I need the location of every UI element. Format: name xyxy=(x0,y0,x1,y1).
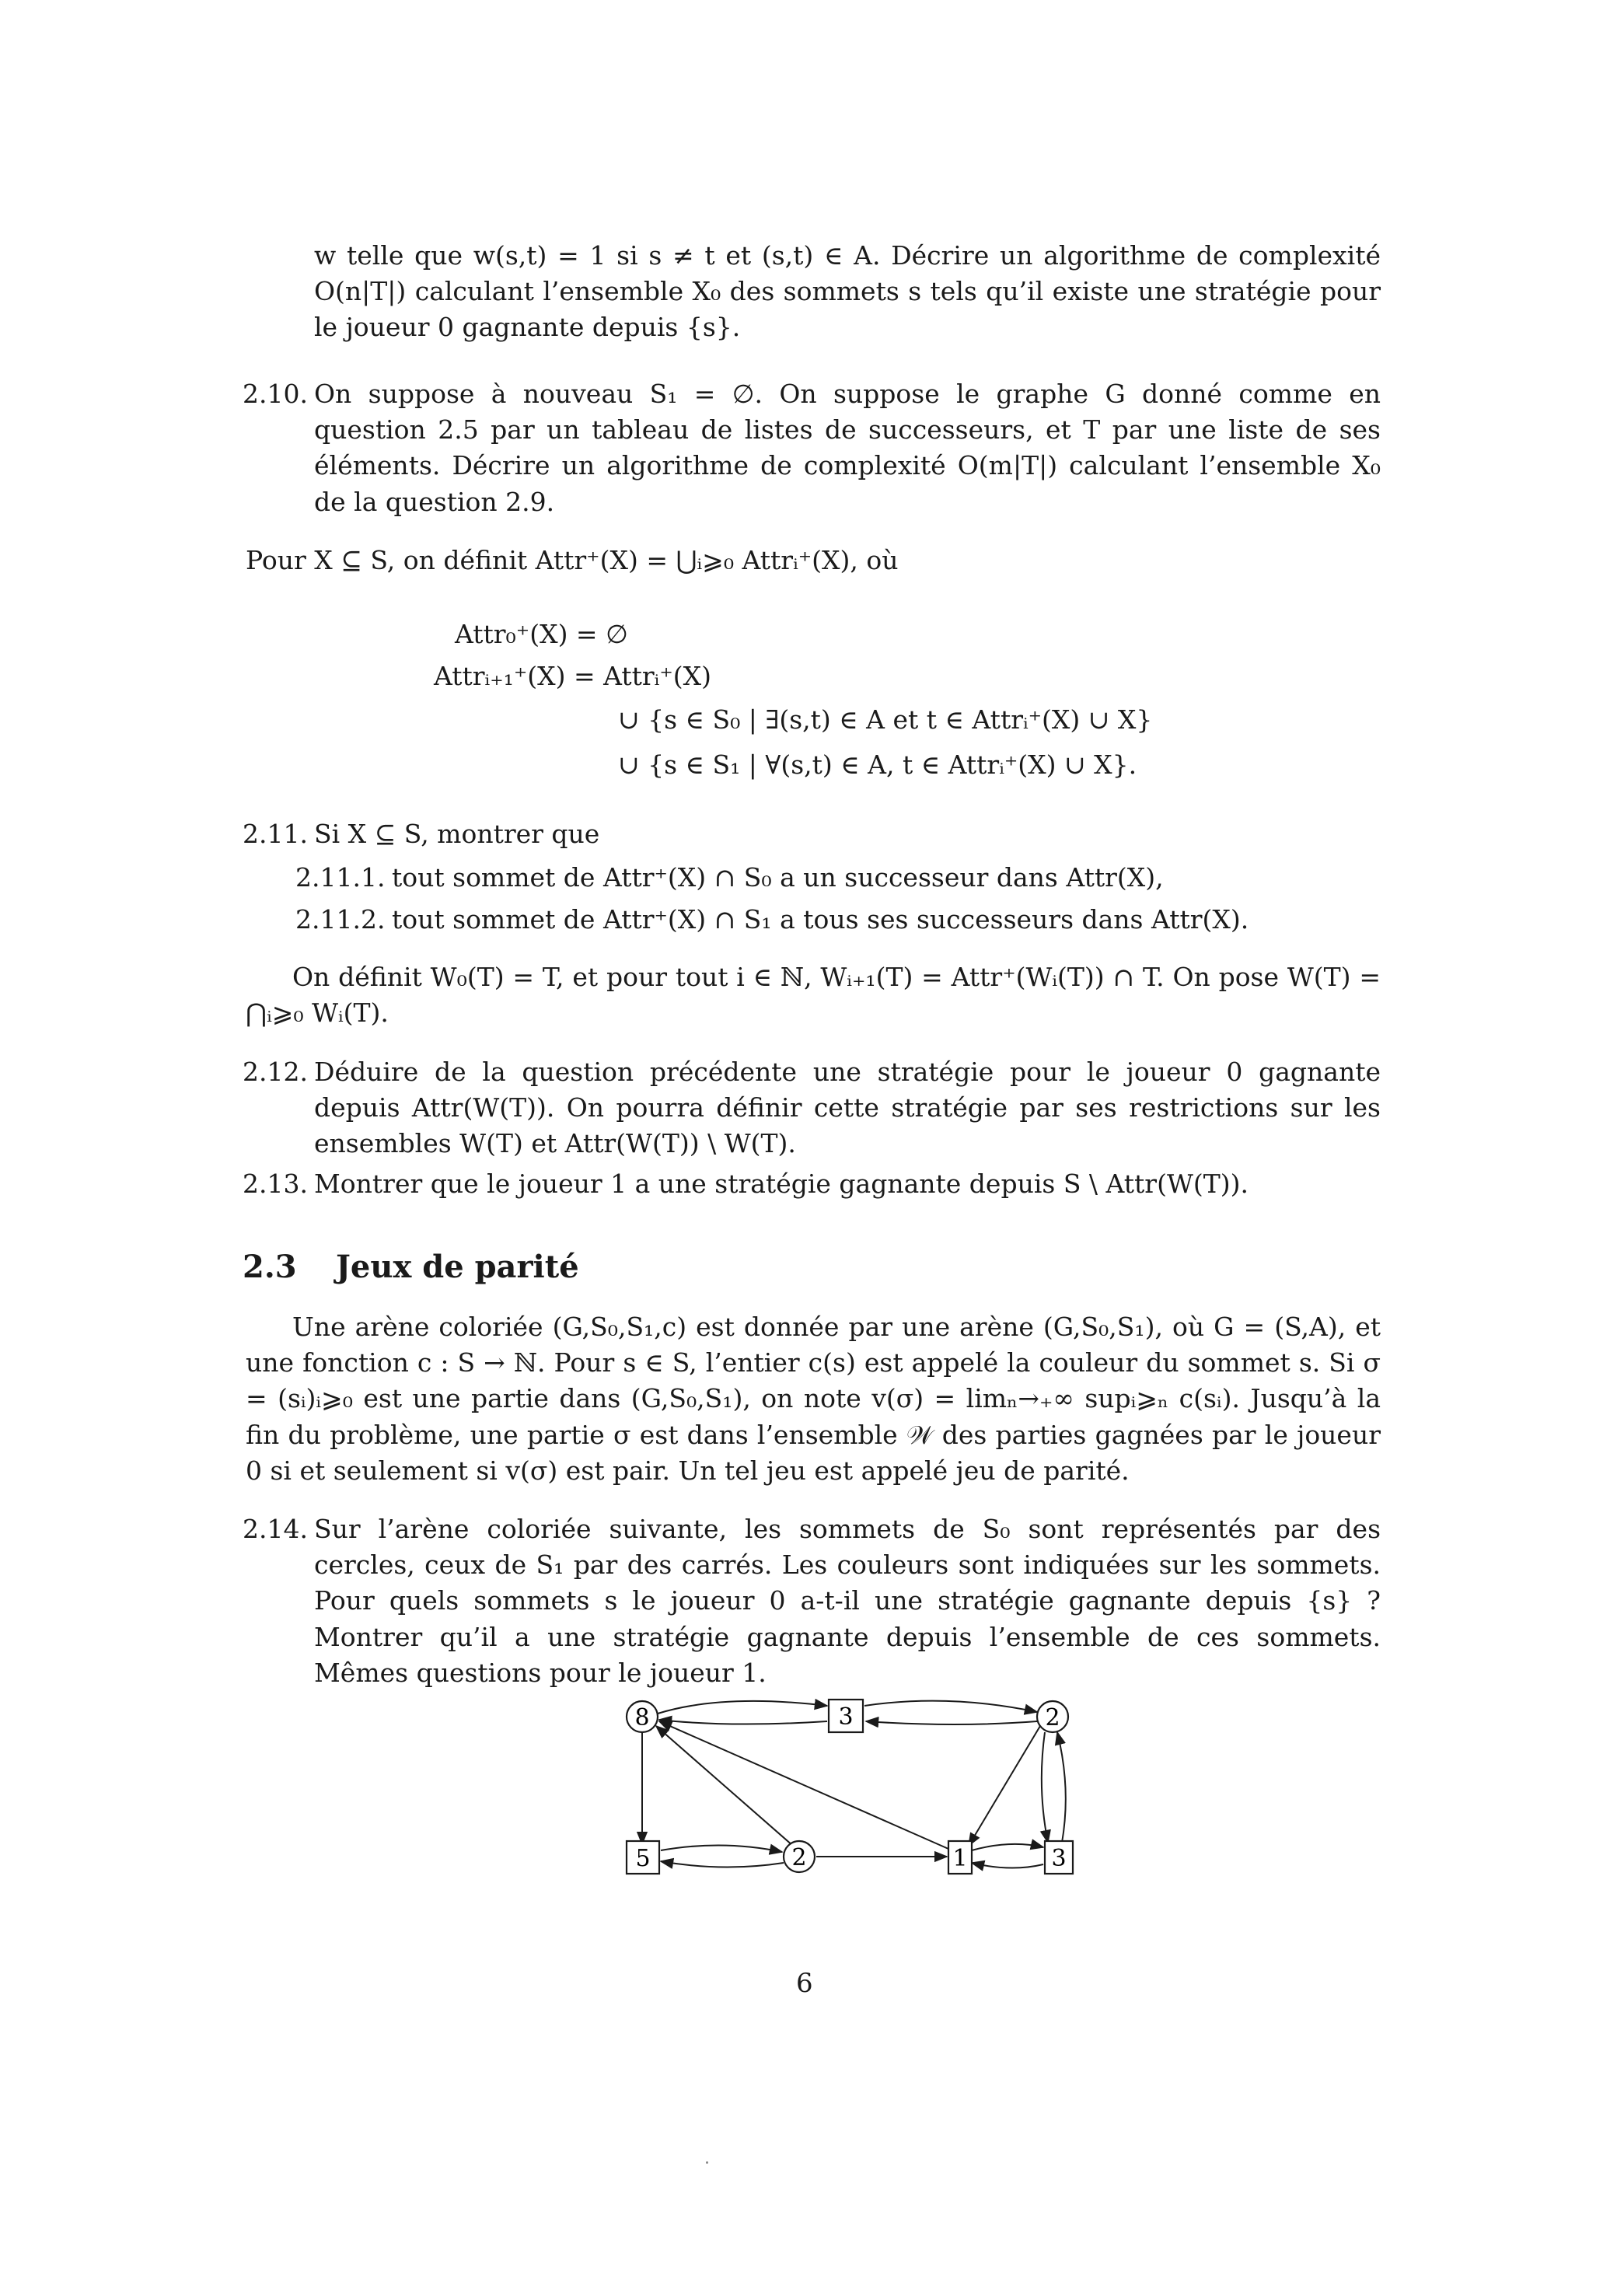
section-number: 2.3 xyxy=(243,1249,297,1285)
edge-8-to-3 xyxy=(658,1701,827,1714)
question-2-11-1 xyxy=(295,860,1381,896)
top-paragraph-block xyxy=(314,238,1381,346)
node-label: 1 xyxy=(952,1845,968,1872)
section-title: Jeux de parité xyxy=(336,1249,579,1285)
question-number: 2.10. xyxy=(243,379,308,409)
node-label: 2 xyxy=(791,1844,807,1871)
question-2-12 xyxy=(243,1054,1381,1162)
graph-node-3-bottom xyxy=(1045,1841,1073,1874)
question-number: 2.11. xyxy=(243,819,308,849)
w-definition: On définit W₀(T) = T, et pour tout i ∈ ℕ, Wᵢ₊₁(T) = Attr⁺(Wᵢ(T)) ∩ T. On pose W(T) = ⋂ᵢ⩾₀ Wᵢ(T). xyxy=(246,962,1381,1029)
edge-2-to-5 xyxy=(661,1861,784,1867)
subquestion-number: 2.11.1. xyxy=(295,862,386,893)
node-label: 2 xyxy=(1045,1704,1060,1731)
attr-equation-line: ∪ {s ∈ S₁ | ∀(s,t) ∈ A, t ∈ Attrᵢ⁺(X) ∪ X}. xyxy=(618,749,1137,780)
graph-node-2-bottom xyxy=(784,1841,815,1872)
graph-node-5 xyxy=(627,1841,659,1874)
node-label: 5 xyxy=(635,1845,651,1872)
edge-3-to-1 xyxy=(972,1863,1043,1868)
question-number: 2.13. xyxy=(243,1169,308,1199)
edge-1-to-3 xyxy=(972,1844,1043,1850)
section-heading xyxy=(243,1246,579,1289)
graph-node-2-top xyxy=(1037,1701,1068,1732)
question-text: Sur l’arène coloriée suivante, les sommets de S₀ sont représentés par des cercles, ceux de S₁ par des carrés. Les couleurs sont indiquées sur les sommets. Pour quels sommets s le joueur 0 a-t-il une stratégie gagnante depuis {s} ? Montrer qu’il a une stratégie gagnante depuis l’ensemble de ces sommets. Mêmes questions pour le joueur 1. xyxy=(314,1514,1381,1688)
question-2-11-2 xyxy=(295,902,1381,938)
question-number: 2.12. xyxy=(243,1057,308,1087)
top-paragraph: w telle que w(s,t) = 1 si s ≠ t et (s,t) ∈ A. Décrire un algorithme de complexité O(n|T|) calculant l’ensemble X₀ des sommets s tels qu’il existe une stratégie pour le joueur 0 gagnante depuis {s}. xyxy=(314,240,1381,343)
attr-definition-intro: Pour X ⊆ S, on définit Attr⁺(X) = ⋃ᵢ⩾₀ Attrᵢ⁺(X), où xyxy=(246,545,899,575)
colored-arena-graph xyxy=(591,1687,1088,1889)
attr-equation-line: Attrᵢ₊₁⁺(X) = Attrᵢ⁺(X) xyxy=(434,661,711,691)
graph-node-1 xyxy=(948,1841,972,1874)
parity-paragraph-block xyxy=(246,1309,1381,1489)
parity-paragraph: Une arène coloriée (G,S₀,S₁,c) est donnée par une arène (G,S₀,S₁), où G = (S,A), et une fonction c : S → ℕ. Pour s ∈ S, l’entier c(s) est appelé la couleur du sommet s. Si σ = (sᵢ)ᵢ⩾₀ est une partie dans (G,S₀,S₁), on note v(σ) = limₙ→₊∞ supᵢ⩾ₙ c(sᵢ). Jusqu’à la fin du problème, une partie σ est dans l’ensemble 𝒲 des parties gagnées par le joueur 0 si et seulement si v(σ) est pair. Un tel jeu est appelé jeu de parité. xyxy=(246,1312,1381,1486)
edge-1-to-8 xyxy=(659,1721,948,1849)
question-text: Déduire de la question précédente une stratégie pour le joueur 0 gagnante depuis Attr(W(T)). On pourra définir cette stratégie par ses restrictions sur les ensembles W(T) et Attr(W(T)) \ W(T). xyxy=(314,1057,1381,1159)
question-number: 2.14. xyxy=(243,1514,308,1544)
subquestion-text: tout sommet de Attr⁺(X) ∩ S₀ a un successeur dans Attr(X), xyxy=(392,862,1164,893)
question-text: Montrer que le joueur 1 a une stratégie gagnante depuis S \ Attr(W(T)). xyxy=(314,1169,1249,1199)
edge-2-to-3-vertical xyxy=(1042,1732,1048,1843)
edge-2-to-3 xyxy=(866,1721,1037,1724)
page-number: 6 xyxy=(796,1968,813,1999)
graph-node-3-top xyxy=(829,1700,863,1732)
edge-3-to-8 xyxy=(659,1720,827,1724)
graph-node-8 xyxy=(627,1701,658,1732)
edge-3-to-2-vertical xyxy=(1057,1732,1066,1843)
node-label: 3 xyxy=(1051,1845,1067,1872)
question-text: Si X ⊆ S, montrer que xyxy=(314,819,600,849)
edge-3-to-2 xyxy=(864,1701,1037,1712)
edge-2-to-8 xyxy=(656,1726,793,1846)
attr-definition-equations xyxy=(455,617,628,652)
subquestion-number: 2.11.2. xyxy=(295,904,386,935)
w-definition-block xyxy=(246,959,1381,1031)
attr-equation-block xyxy=(434,659,711,694)
edge-2top-to-1 xyxy=(969,1726,1040,1846)
scan-speck xyxy=(706,2161,708,2164)
question-2-13 xyxy=(243,1166,1381,1202)
question-2-11 xyxy=(243,816,1381,852)
edge-5-to-2 xyxy=(661,1845,782,1852)
attr-equation-line: ∪ {s ∈ S₀ | ∃(s,t) ∈ A et t ∈ Attrᵢ⁺(X) ∪ X} xyxy=(618,704,1153,735)
attr-equation-block xyxy=(618,747,1137,783)
attr-definition-intro-block xyxy=(246,543,1381,578)
attr-equation-block xyxy=(618,702,1152,738)
question-text: On suppose à nouveau S₁ = ∅. On suppose le graphe G donné comme en question 2.5 par un tableau de listes de successeurs, et T par une liste de ses éléments. Décrire un algorithme de complexité O(m|T|) calculant l’ensemble X₀ de la question 2.9. xyxy=(314,379,1381,517)
subquestion-text: tout sommet de Attr⁺(X) ∩ S₁ a tous ses successeurs dans Attr(X). xyxy=(392,904,1249,935)
question-2-10 xyxy=(243,376,1381,520)
question-2-14 xyxy=(243,1511,1381,1691)
node-label: 3 xyxy=(838,1703,854,1731)
node-label: 8 xyxy=(634,1704,650,1731)
attr-equation-line: Attr₀⁺(X) = ∅ xyxy=(455,619,628,649)
